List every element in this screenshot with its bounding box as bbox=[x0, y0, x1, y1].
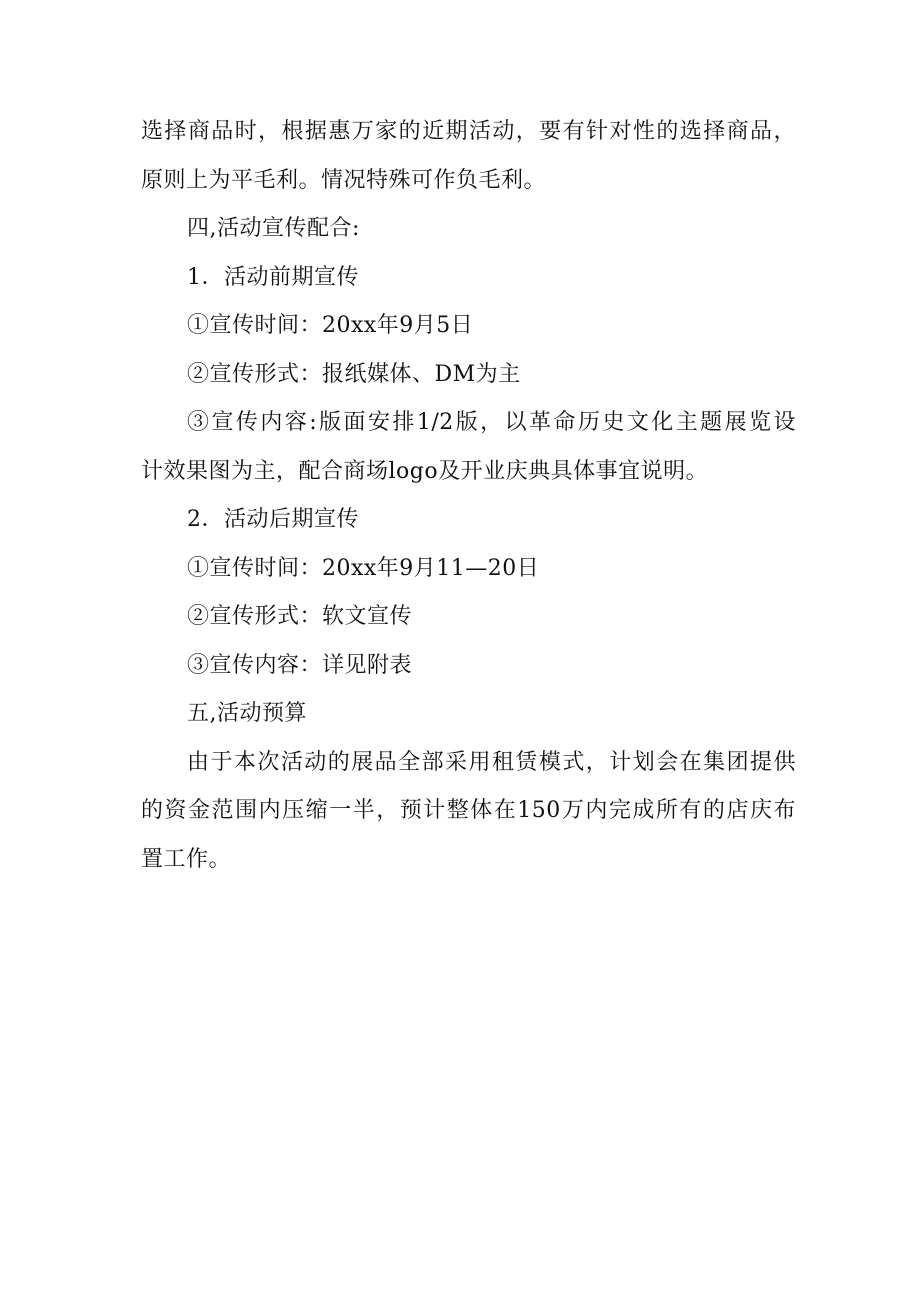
section-heading: 五,活动预算 bbox=[187, 701, 307, 726]
document-body bbox=[141, 108, 796, 884]
list-item: ③宣传内容：详见附表 bbox=[187, 652, 413, 678]
section-heading: 四,活动宣传配合: bbox=[187, 216, 360, 241]
subsection-heading: 1．活动前期宣传 bbox=[187, 264, 359, 290]
list-item: ②宣传形式：报纸媒体、DM为主 bbox=[187, 361, 521, 387]
list-item: ①宣传时间：20xx年9月11—20日 bbox=[187, 555, 540, 581]
list-item: ①宣传时间：20xx年9月5日 bbox=[187, 313, 474, 338]
paragraph-line: 置工作。 bbox=[141, 846, 232, 872]
list-item: ③宣传内容:版面安排1/2版，以革命历史文化主题展览设 bbox=[187, 410, 796, 435]
subsection-heading: 2．活动后期宣传 bbox=[187, 507, 359, 532]
paragraph-line: 原则上为平毛利。情况特殊可作负毛利。 bbox=[141, 167, 547, 193]
paragraph-line: 计效果图为主，配合商场logo及开业庆典具体事宜说明。 bbox=[141, 458, 709, 484]
paragraph-line: 由于本次活动的展品全部采用租赁模式，计划会在集团提供 bbox=[187, 749, 796, 775]
paragraph-line: 选择商品时，根据惠万家的近期活动，要有针对性的选择商品， bbox=[141, 119, 796, 144]
paragraph-line: 的资金范围内压缩一半，预计整体在150万内完成所有的店庆布 bbox=[141, 798, 796, 823]
list-item: ②宣传形式：软文宣传 bbox=[187, 604, 413, 629]
